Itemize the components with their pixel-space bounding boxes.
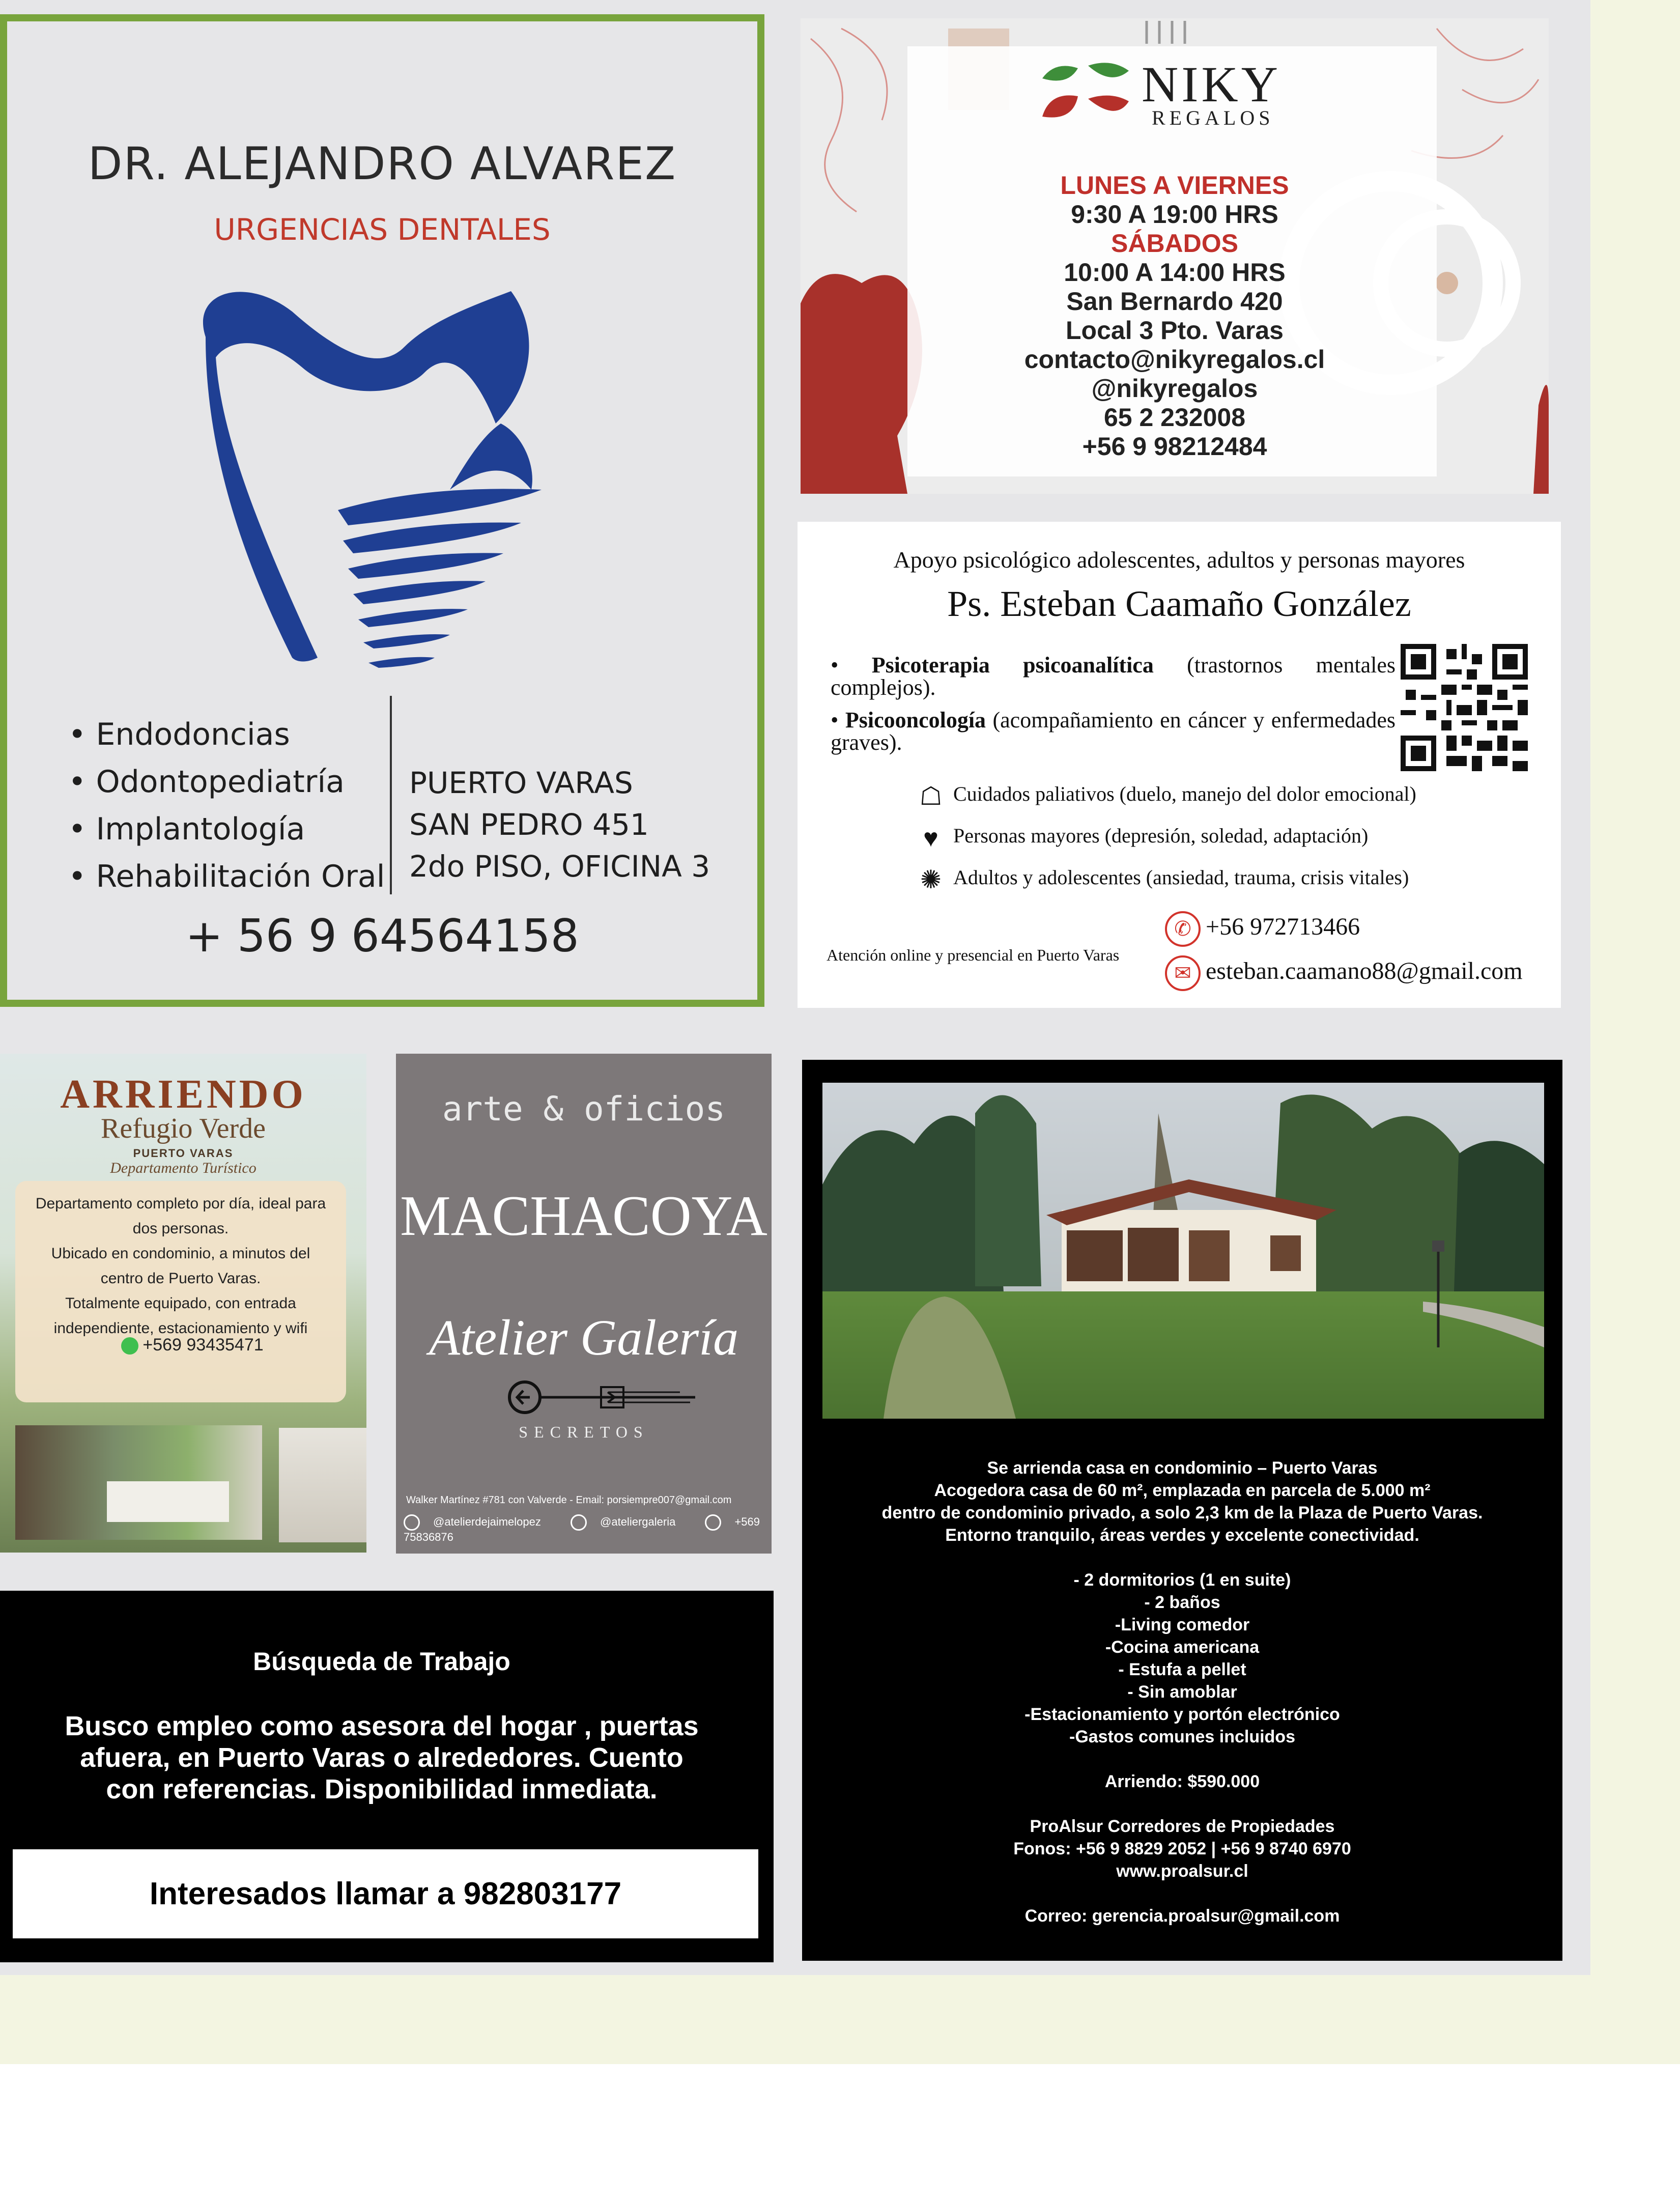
niky-logo-icon [1040,58,1131,124]
facebook-icon [404,1514,420,1531]
macha-name: MACHACOYA [400,1185,767,1248]
macha-top: arte & oficios [442,1089,726,1129]
job-title: Búsqueda de Trabajo [253,1647,510,1676]
casa-line: ProAlsur Corredores de Propiedades [1030,1817,1335,1836]
psy-bullet: • Psicoterapia psicoanalítica (trastornos mentales complejos). [831,653,1396,700]
casa-line: - 2 baños [1144,1593,1220,1612]
casa-line: -Estacionamiento y portón electrónico [1024,1705,1340,1724]
mail-icon: ✉ [1165,955,1201,991]
dentist-address [409,762,710,887]
divider [390,696,392,894]
niky-line: SÁBADOS [1110,229,1239,258]
refugio-verde-ad [0,1054,366,1553]
psy-phone: ✆ +56 972713466 [1165,911,1360,947]
refugio-description: Departamento completo por día, ideal para dos personas. Ubicado en condominio, a minutos del centro de Puerto Varas. Totalmente equipado, con entrada independiente, estacionamiento y wifi [35,1195,326,1337]
service-item: • Implantología [68,806,385,853]
macha-secretos: SECRETOS [519,1423,649,1441]
tooth-logo-icon [185,271,552,703]
kitchen-photo [279,1428,366,1542]
psy-area-row: ♥ Personas mayores (depresión, soledad, adaptación) [915,823,1368,853]
niky-line: 65 2 232008 [1103,403,1246,432]
macha-script: Atelier Galería [429,1309,739,1366]
brain-icon: ✺ [920,865,942,894]
refugio-title: ARRIENDO [60,1072,306,1117]
casa-line: -Cocina americana [1105,1638,1260,1657]
casa-ad [802,1060,1562,1961]
niky-line: contacto@nikyregalos.cl [1024,345,1325,374]
casa-line: Arriendo: $590.000 [1104,1772,1260,1791]
psy-bullets [831,654,1396,764]
dentist-ad [0,14,764,1007]
niky-info-lines [882,171,1467,461]
casa-line: -Gastos comunes incluidos [1069,1727,1295,1746]
niky-line: 9:30 A 19:00 HRS [1071,200,1278,229]
casa-line: dentro de condominio privado, a solo 2,3 km de la Plaza de Puerto Varas. [881,1503,1483,1523]
key-logo-icon [507,1374,700,1420]
address-line: SAN PEDRO 451 [409,807,649,842]
service-item: • Odontopediatría [68,758,385,806]
psy-area-row: ☖ Cuidados paliativos (duelo, manejo del dolor emocional) [915,781,1416,811]
niky-line: +56 9 98212484 [1082,432,1267,461]
psy-email: ✉ esteban.caamano88@gmail.com [1165,955,1523,991]
psy-attention: Atención online y presencial en Puerto Varas [827,946,1120,964]
casa-line: www.proalsur.cl [1116,1862,1248,1881]
psy-area-row: ✺ Adultos y adolescentes (ansiedad, trauma, crisis vitales) [915,865,1409,894]
niky-ad [801,18,1549,494]
spacer [802,1882,1562,1905]
casa-line: Fonos: +56 9 8829 2052 | +56 9 8740 6970 [1013,1839,1351,1858]
phone-icon: ✆ [1165,911,1201,947]
care-icon: ☖ [919,782,943,810]
dentist-name: DR. ALEJANDRO ALVAREZ [88,137,677,190]
casa-description [802,1457,1562,1927]
bed-photo-detail [107,1481,229,1522]
niky-line: San Bernardo 420 [1066,287,1283,316]
refugio-phone: +569 93435471 [50,1335,335,1355]
dentist-subtitle: URGENCIAS DENTALES [214,212,551,247]
niky-brand: NIKY [1142,56,1281,112]
psychologist-ad [798,522,1561,1008]
whatsapp-icon [705,1514,721,1531]
whatsapp-icon [121,1337,138,1355]
niky-line: LUNES A VIERNES [1060,171,1289,200]
refugio-name: Refugio Verde [101,1113,266,1144]
casa-line: - 2 dormitorios (1 en suite) [1073,1570,1291,1590]
spacer [802,1546,1562,1569]
whatsapp-link[interactable]: +569 75836876 [404,1515,760,1543]
casa-line: - Sin amoblar [1127,1682,1237,1702]
instagram-icon [571,1514,587,1531]
casa-line: -Living comedor [1115,1615,1250,1634]
casa-line: Correo: gerencia.proalsur@gmail.com [1024,1906,1340,1926]
casa-line: Se arrienda casa en condominio – Puerto Varas [987,1458,1378,1478]
niky-line: Local 3 Pto. Varas [1066,316,1284,345]
casa-line: Entorno tranquilo, áreas verdes y excelente conectividad. [945,1526,1419,1545]
niky-brand-sub: REGALOS [1152,106,1274,129]
refugio-place: PUERTO VARAS [133,1147,234,1160]
casa-line: - Estufa a pellet [1118,1660,1246,1679]
service-item: • Endodoncias [68,711,385,758]
heart-hands-icon: ♥ [923,824,938,852]
job-body: Busco empleo como asesora del hogar , puertas afuera, en Puerto Varas o alrededores. Cuento con referencias. Disponibilidad inmediata. [65,1711,699,1805]
casa-line: Acogedora casa de 60 m², emplazada en parcela de 5.000 m² [934,1481,1431,1500]
refugio-kind: Departamento Turístico [110,1160,257,1176]
psy-name: Ps. Esteban Caamaño González [947,583,1411,624]
job-contact-box: Interesados llamar a 982803177 [13,1849,758,1938]
qr-code-icon [1401,644,1528,771]
dentist-phone: + 56 9 64564158 [185,910,579,962]
job-search-ad [0,1591,774,1962]
instagram-link[interactable]: @ateliergaleria [571,1515,689,1528]
macha-socials [404,1514,770,1544]
address-line: PUERTO VARAS [409,766,633,800]
macha-address: Walker Martínez #781 con Valverde - Email: porsiempre007@gmail.com [406,1495,732,1506]
spacer [802,1748,1562,1770]
psy-bullet: • Psicooncología (acompañamiento en cáncer y enfermedades graves). [831,708,1396,755]
niky-line: 10:00 A 14:00 HRS [1064,258,1286,287]
house-photo [822,1083,1544,1419]
service-item: • Rehabilitación Oral [68,853,385,900]
address-line: 2do PISO, OFICINA 3 [409,849,710,884]
niky-line: @nikyregalos [1091,374,1258,403]
services-list [68,711,385,900]
machacoya-ad [396,1054,772,1554]
facebook-link[interactable]: @atelierdejaimelopez [404,1515,554,1528]
psy-tagline: Apoyo psicológico adolescentes, adultos y personas mayores [893,547,1465,573]
spacer [802,1793,1562,1815]
